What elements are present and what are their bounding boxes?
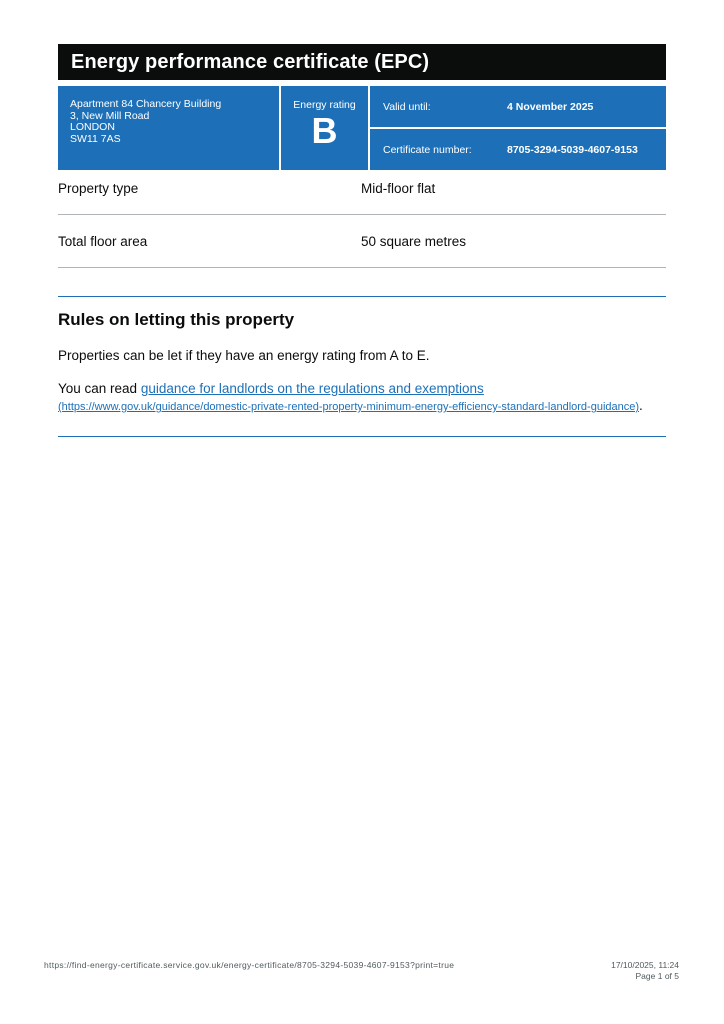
footer-meta xyxy=(611,960,679,982)
address-line-2: 3, New Mill Road xyxy=(70,109,150,122)
address-line-4: SW11 7AS xyxy=(70,132,121,145)
guidance-prefix: You can read xyxy=(58,381,141,396)
title-bar xyxy=(58,44,666,80)
letting-rules-text: Properties can be let if they have an energy rating from A to E. xyxy=(58,348,430,363)
guidance-link[interactable]: guidance for landlords on the regulations and exemptions xyxy=(140,381,484,396)
energy-rating-value: B xyxy=(311,110,338,151)
valid-until-value: 4 November 2025 xyxy=(507,100,594,113)
address-line-3: LONDON xyxy=(70,121,115,133)
letting-rules-section xyxy=(58,296,666,437)
property-details xyxy=(58,170,666,268)
property-type-row xyxy=(58,170,666,215)
address-line-1: Apartment 84 Chancery Building xyxy=(70,98,222,110)
certificate-number-row xyxy=(370,129,666,170)
floor-area-label: Total floor area xyxy=(58,233,148,249)
footer-datetime: 17/10/2025, 11:24 xyxy=(611,960,679,970)
valid-until-row xyxy=(370,86,666,127)
summary-panel xyxy=(58,86,666,170)
valid-until-label: Valid until: xyxy=(383,100,431,113)
footer-url: https://find-energy-certificate.service.gov.uk/energy-certificate/8705-3294-5039-4607-9153?print=true xyxy=(44,960,455,970)
energy-rating-label: Energy rating xyxy=(293,99,356,111)
floor-area-value: 50 square metres xyxy=(361,233,467,249)
page-title: Energy performance certificate (EPC) xyxy=(71,50,430,73)
certificate-number-value: 8705-3294-5039-4607-9153 xyxy=(507,143,638,156)
section-divider xyxy=(58,436,666,437)
floor-area-row xyxy=(58,215,666,268)
guidance-url-link[interactable]: (https://www.gov.uk/guidance/domestic-private-rented-property-minimum-energy-efficiency-standard-landlord-guidance) xyxy=(58,401,640,413)
footer-page-number: Page 1 of 5 xyxy=(635,971,679,981)
property-type-value: Mid-floor flat xyxy=(361,181,436,196)
guidance-suffix: . xyxy=(639,398,643,413)
certificate-page xyxy=(58,44,666,437)
property-address xyxy=(58,86,279,170)
property-type-label: Property type xyxy=(58,181,139,196)
certificate-info xyxy=(370,86,666,170)
letting-rules-heading: Rules on letting this property xyxy=(58,310,295,329)
guidance-paragraph xyxy=(58,380,666,414)
energy-rating-box xyxy=(281,86,368,170)
certificate-number-label: Certificate number: xyxy=(383,143,472,156)
